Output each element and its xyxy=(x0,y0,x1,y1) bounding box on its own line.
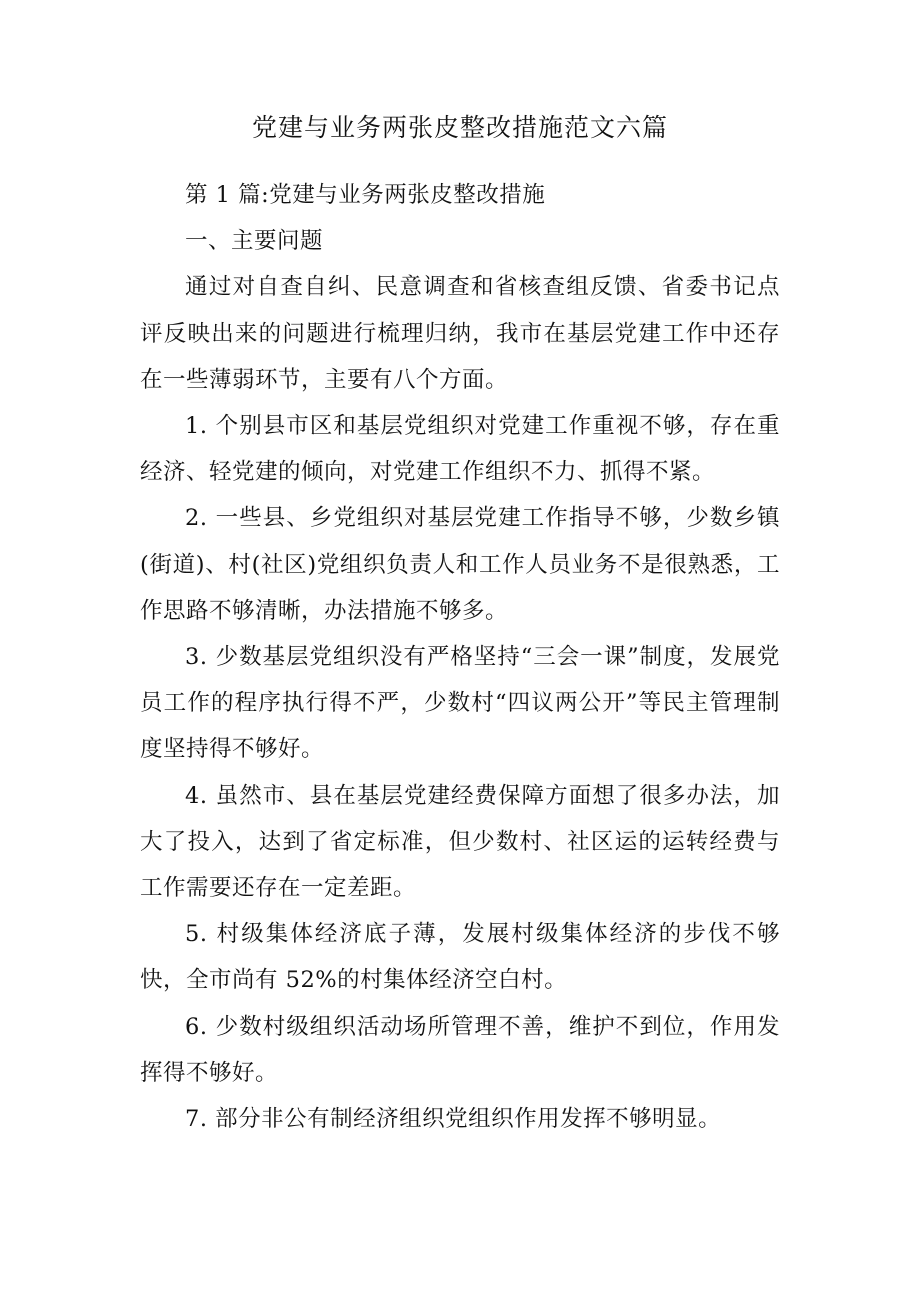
section-heading: 第 1 篇:党建与业务两张皮整改措施 xyxy=(185,182,546,208)
list-item: 2. 一些县、乡党组织对基层党建工作指导不够，少数乡镇(街道)、村(社区)党组织负责人和工作人员业务不是很熟悉，工作思路不够清晰，办法措施不够多。 xyxy=(140,505,780,624)
list-item: 5. 村级集体经济底子薄，发展村级集体经济的步伐不够快，全市尚有 52%的村集体经济空白村。 xyxy=(140,921,780,994)
document-title: 党建与业务两张皮整改措施范文六篇 xyxy=(251,113,668,142)
list-item: 7. 部分非公有制经济组织党组织作用发挥不够明显。 xyxy=(185,1106,722,1133)
list-item: 6. 少数村级组织活动场所管理不善，维护不到位，作用发挥得不够好。 xyxy=(140,1013,780,1086)
list-item: 1. 个别县市区和基层党组织对党建工作重视不够，存在重经济、轻党建的倾向，对党建工作组织不力、抓得不紧。 xyxy=(140,413,780,486)
list-item: 3. 少数基层党组织没有严格坚持“三会一课”制度，发展党员工作的程序执行得不严，少数村“四议两公开”等民主管理制度坚持得不够好。 xyxy=(140,644,780,763)
document-body xyxy=(140,172,780,1142)
list-item: 4. 虽然市、县在基层党建经费保障方面想了很多办法，加大了投入，达到了省定标准，但少数村、社区运的运转经费与工作需要还存在一定差距。 xyxy=(140,782,780,902)
subheading: 一、主要问题 xyxy=(185,228,324,255)
intro-paragraph: 通过对自查自纠、民意调查和省核查组反馈、省委书记点评反映出来的问题进行梳理归纳，我市在基层党建工作中还存在一些薄弱环节，主要有八个方面。 xyxy=(140,274,780,393)
